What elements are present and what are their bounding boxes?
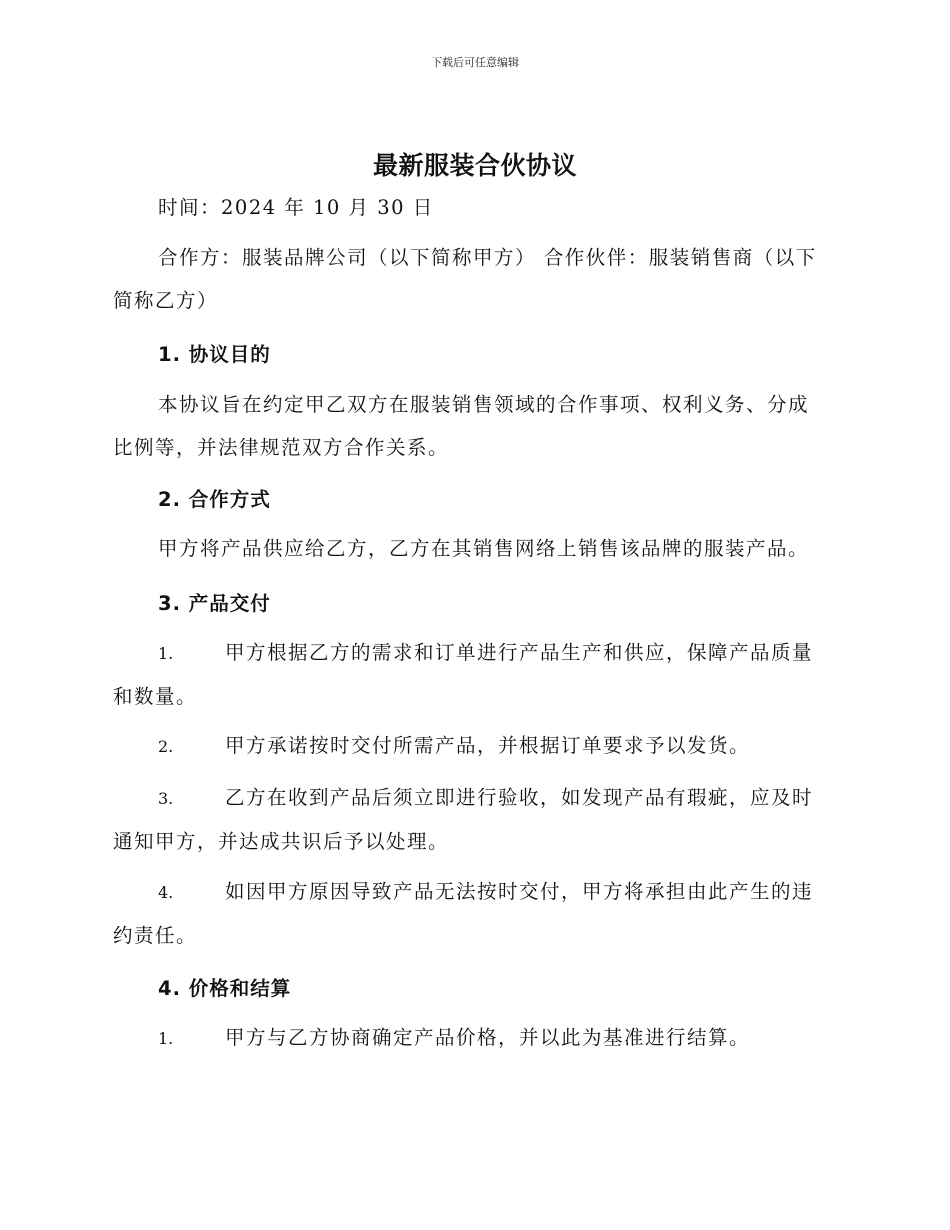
- section-heading-delivery: 3. 产品交付: [158, 592, 271, 615]
- parties-paragraph: [113, 236, 833, 322]
- list-number: 3.: [158, 789, 174, 808]
- list-number: 2.: [158, 737, 174, 756]
- list-text-line-1: 甲方根据乙方的需求和订单进行产品生产和供应，保障产品质量: [225, 641, 814, 664]
- list-text-line-2: 和数量。: [113, 685, 198, 708]
- parties-line-2: 简称乙方）: [113, 289, 219, 312]
- list-text-line-1: 如因甲方原因导致产品无法按时交付，甲方将承担由此产生的违: [225, 880, 814, 903]
- list-number: 1.: [158, 644, 174, 663]
- list-item: [113, 870, 833, 957]
- purpose-line-1: 本协议旨在约定甲乙双方在服装销售领域的合作事项、权利义务、分成: [158, 393, 810, 416]
- section-heading-cooperation: 2. 合作方式: [158, 488, 271, 511]
- purpose-paragraph: [113, 383, 833, 469]
- section-heading-purpose: 1. 协议目的: [158, 343, 271, 366]
- date-text: 时间：2024 年 10 月 30 日: [158, 196, 434, 219]
- list-text-line-2: 通知甲方，并达成共识后予以处理。: [113, 830, 450, 853]
- section-heading-price: 4. 价格和结算: [158, 977, 292, 1000]
- list-number: 4.: [158, 883, 174, 902]
- list-item: [113, 1016, 833, 1060]
- list-item: [113, 724, 833, 768]
- list-text-line-1: 甲方承诺按时交付所需产品，并根据订单要求予以发货。: [225, 734, 751, 757]
- list-text-line-1: 甲方与乙方协商确定产品价格，并以此为基准进行结算。: [225, 1026, 751, 1049]
- list-text-line-1: 乙方在收到产品后须立即进行验收，如发现产品有瑕疵，应及时: [225, 786, 814, 809]
- purpose-line-2: 比例等，并法律规范双方合作关系。: [113, 436, 450, 459]
- list-item: [113, 776, 833, 863]
- list-text-line-2: 约责任。: [113, 924, 198, 947]
- document-title: 最新服装合伙协议: [372, 151, 577, 180]
- list-item: [113, 631, 833, 718]
- cooperation-line-1: 甲方将产品供应给乙方，乙方在其销售网络上销售该品牌的服装产品。: [158, 537, 810, 560]
- parties-line-1: 合作方：服装品牌公司（以下简称甲方） 合作伙伴：服装销售商（以下: [158, 246, 817, 269]
- header-note: 下载后可任意编辑: [431, 56, 519, 69]
- cooperation-paragraph: [113, 527, 833, 570]
- list-number: 1.: [158, 1029, 174, 1048]
- date-line: [113, 186, 833, 229]
